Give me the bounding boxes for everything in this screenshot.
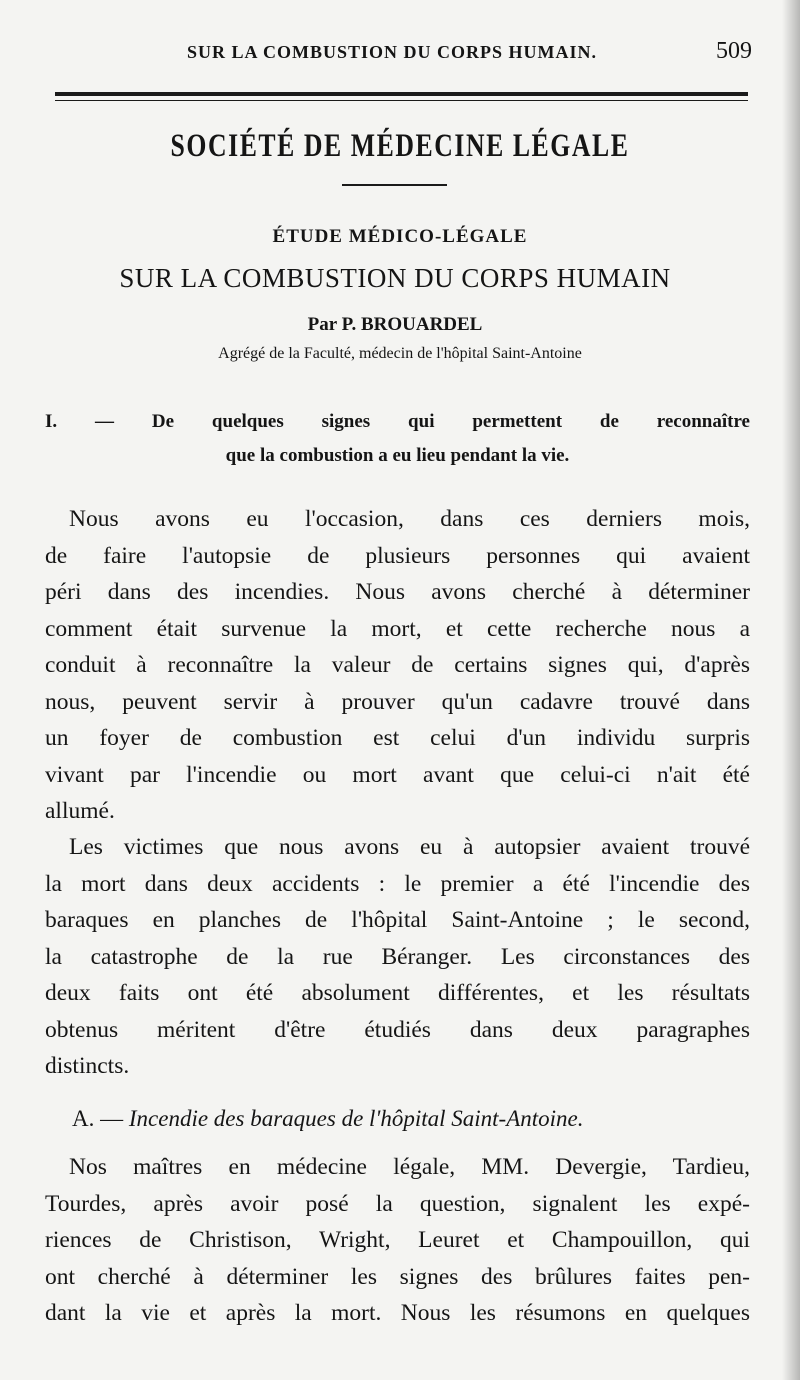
section-heading-line: I. — De quelques signes qui permettent de reconnaître (45, 411, 750, 432)
text-line: un foyer de combustion est celui d'un individu surpris (45, 725, 750, 751)
header-rule-thick (55, 92, 748, 96)
paragraph-2 (45, 829, 750, 1085)
author-line: Par P. BROUARDEL (307, 314, 483, 335)
text-line: deux faits ont été absolument différentes, et les résultats (45, 980, 750, 1006)
text-line: obtenus méritent d'être étudiés dans deux paragraphes (45, 1016, 750, 1043)
text-line: nous, peuvent servir à prouver qu'un cadavre trouvé dans (45, 688, 750, 715)
text-line: la mort dans deux accidents : le premier a été l'incendie des (45, 870, 750, 897)
text-line: vivant par l'incendie ou mort avant que celui-ci n'ait été (45, 761, 750, 788)
text-line: dant la vie et après la mort. Nous les résumons en quelques (45, 1300, 750, 1326)
section-heading-line: que la combustion a eu lieu pendant la vie. (225, 445, 570, 466)
text-line: Nous avons eu l'occasion, dans ces derniers mois, (69, 506, 750, 532)
subsection-heading (72, 1106, 752, 1132)
subsection-title: Incendie des baraques de l'hôpital Saint-Antoine. (128, 1106, 584, 1131)
text-line: allumé. (45, 798, 115, 824)
text-line: conduit à reconnaître la valeur de certains signes qui, d'après (45, 652, 750, 678)
text-line: Nos maîtres en médecine légale, MM. Devergie, Tardieu, (69, 1154, 750, 1180)
text-line: baraques en planches de l'hôpital Saint-Antoine ; le second, (45, 907, 750, 933)
text-line: Tourdes, après avoir posé la question, signalent les expé- (45, 1190, 750, 1217)
text-line: la catastrophe de la rue Béranger. Les circonstances des (45, 943, 750, 970)
section-heading (45, 405, 750, 473)
page-number: 509 (716, 38, 752, 64)
society-underline (342, 184, 447, 186)
text-line: comment était survenue la mort, et cette recherche nous a (45, 615, 750, 642)
text-line: Les victimes que nous avons eu à autopsier avaient trouvé (69, 834, 750, 860)
paragraph-3 (45, 1149, 750, 1332)
society-heading: SOCIÉTÉ DE MÉDECINE LÉGALE (170, 128, 630, 164)
text-line: péri dans des incendies. Nous avons cherché à déterminer (45, 579, 750, 605)
paragraph-1 (45, 501, 750, 830)
study-type: ÉTUDE MÉDICO-LÉGALE (272, 226, 528, 247)
page-edge-shadow (782, 0, 800, 1380)
header-rule-thin (55, 100, 748, 101)
article-title: SUR LA COMBUSTION DU CORPS HUMAIN (119, 263, 671, 293)
text-line: distincts. (45, 1053, 130, 1079)
text-line: ont cherché à déterminer les signes des brûlures faites pen- (45, 1263, 750, 1290)
author-affiliation: Agrégé de la Faculté, médecin de l'hôpital Saint-Antoine (218, 345, 582, 362)
subsection-label: A. — (72, 1106, 124, 1131)
text-line: riences de Christison, Wright, Leuret et Champouillon, qui (45, 1227, 750, 1253)
running-title: SUR LA COMBUSTION DU CORPS HUMAIN. (187, 42, 598, 62)
running-head (52, 38, 752, 72)
text-line: de faire l'autopsie de plusieurs personnes qui avaient (45, 542, 750, 569)
